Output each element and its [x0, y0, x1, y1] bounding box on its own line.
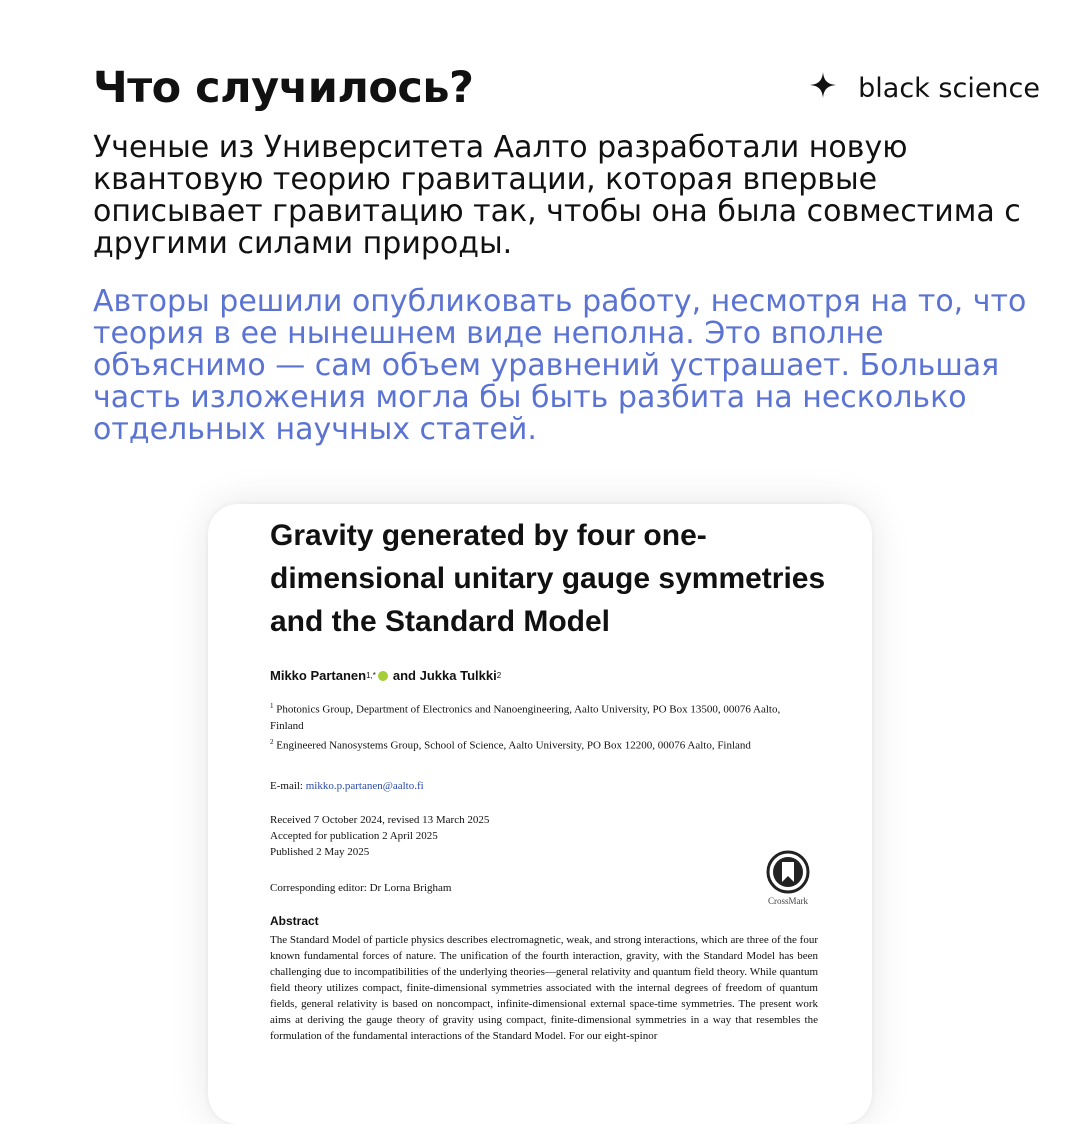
affiliation: $^2$ Engineered Nanosystems Group, School of Science, Aalto University, PO Box 12200, 00076 Aalto, Finland	[270, 737, 751, 752]
brand	[810, 72, 1040, 105]
corresponding-editor: Corresponding editor: Dr Lorna Brigham	[270, 882, 452, 894]
paper-authors	[270, 668, 501, 683]
author-superscript: 1,*	[366, 671, 376, 680]
email-link[interactable]: mikko.p.partanen@aalto.fi	[305, 780, 424, 792]
email-line	[270, 778, 424, 794]
received-date: Received 7 October 2024, revised 13 March 2025	[270, 814, 490, 826]
crossmark-label: CrossMark	[768, 896, 808, 906]
lead-paragraph: Ученые из Университета Аалто разработали новую квантовую теорию гравитации, которая впервые описывает гравитацию так, чтобы она была совместима с другими силами природы.	[93, 130, 1021, 261]
crossmark-badge[interactable]	[756, 850, 820, 906]
publication-dates	[270, 812, 489, 860]
abstract-heading: Abstract	[270, 914, 319, 928]
crossmark-icon	[766, 850, 810, 894]
brand-name: black science	[858, 73, 1040, 104]
author-name: Mikko Partanen	[270, 668, 367, 683]
orcid-icon[interactable]	[378, 671, 388, 681]
author-name: and Jukka Tulkki	[392, 668, 497, 683]
accepted-date: Accepted for publication 2 April 2025	[270, 830, 438, 842]
abstract-text: The Standard Model of particle physics describes electromagnetic, weak, and strong interactions, which are three of the four known fundamental forces of nature. The unification of the fourth interaction, gravity, with the Standard Model has been challenging due to incompatibilities of the underlying theories—general relativity and quantum field theory. While quantum field theory utilizes compact, finite-dimensional symmetries associated with the internal degrees of freedom of quantum fields, general relativity is based on noncompact, infinite-dimensional external space-time symmetries. The present work aims at deriving the gauge theory of gravity using compact, finite-dimensional symmetries in a way that resembles the formulation of the fundamental interactions of the Standard Model. For our eight-spinor	[270, 934, 818, 1042]
published-date: Published 2 May 2025	[270, 846, 370, 858]
sparkle-icon	[810, 72, 836, 105]
accent-paragraph: Авторы решили опубликовать работу, несмотря на то, что теория в ее нынешнем виде неполна. Это вполне объяснимо — сам объем уравнений устрашает. Большая часть изложения могла бы быть разбита на несколько отдельных научных статей.	[93, 284, 1027, 447]
affiliation: $^1$ Photonics Group, Department of Electronics and Nanoengineering, Aalto University, PO Box 13500, 00076 Aalto, Finland	[270, 702, 781, 732]
author-superscript: 2	[496, 671, 502, 680]
paper-title: Gravity generated by four one-dimensional unitary gauge symmetries and the Standard Model	[270, 519, 826, 638]
email-label: E-mail:	[270, 780, 303, 792]
paper-card	[208, 504, 872, 1124]
affiliations	[270, 698, 810, 753]
page-title: Что случилось?	[93, 63, 474, 113]
